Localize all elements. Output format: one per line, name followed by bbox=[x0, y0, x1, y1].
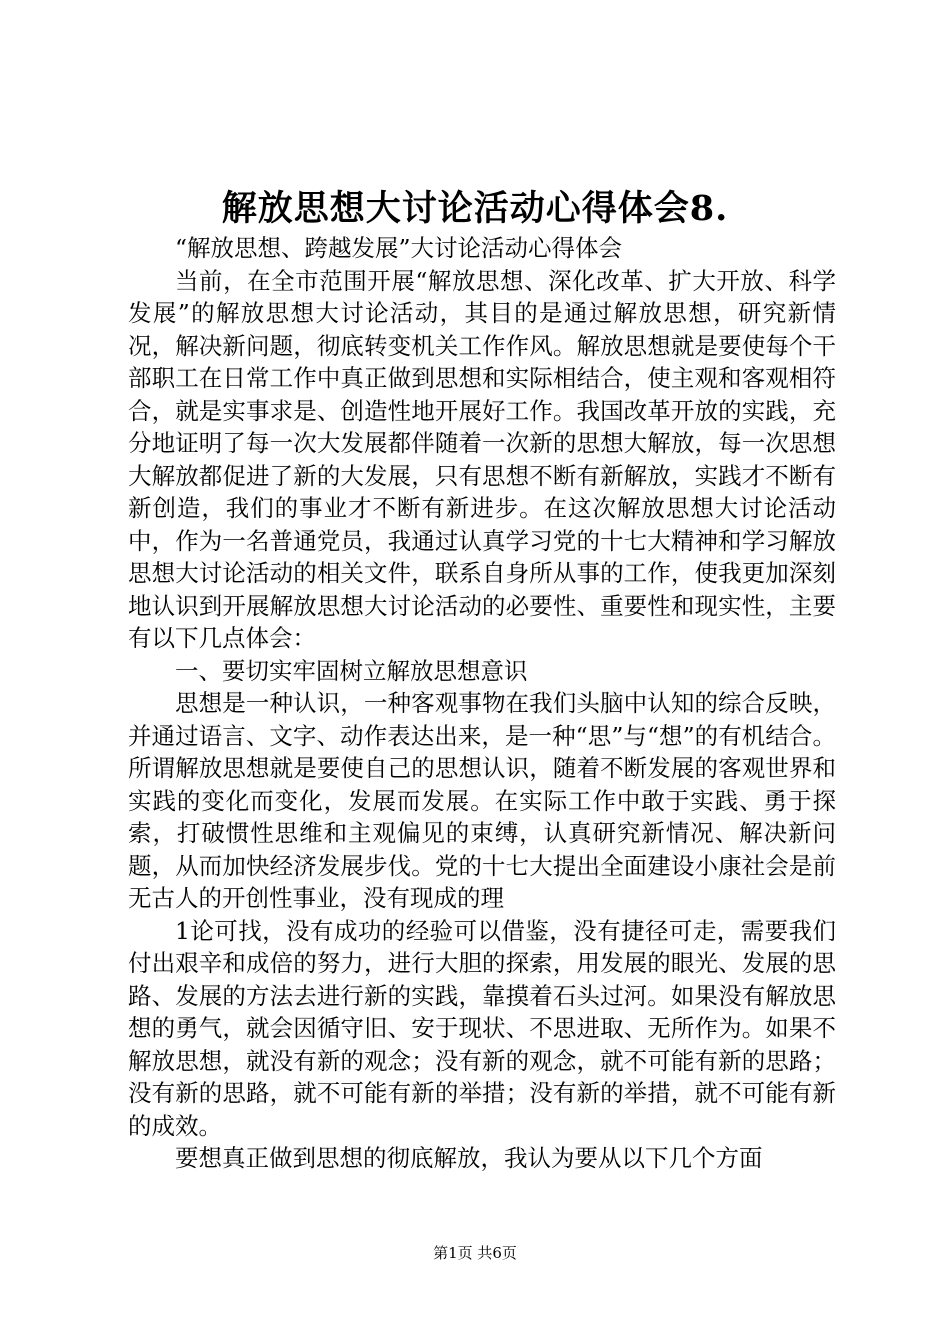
paragraph-thought-definition: 思想是一种认识，一种客观事物在我们头脑中认知的综合反映，并通过语言、文字、动作表达出来，是一种“思”与“想”的有机结合。所谓解放思想就是要使自己的思想认识，随着不断发展的客观世界和实践的变化而变化，发展而发展。在实际工作中敢于实践、勇于探索，打破惯性思维和主观偏见的束缚，认真研究新情况、解决新问题，从而加快经济发展步伐。党的十七大提出全面建设小康社会是前无古人的开创性事业，没有现成的理 bbox=[128, 689, 836, 912]
section-heading-1: 一、要切实牢固树立解放思想意识 bbox=[175, 656, 528, 685]
paragraph-closing-fragment: 要想真正做到思想的彻底解放，我认为要从以下几个方面 bbox=[175, 1144, 763, 1172]
document-body bbox=[128, 232, 836, 1175]
paragraph-no-ready-theory: 1论可找，没有成功的经验可以借鉴，没有捷径可走，需要我们付出艰辛和成倍的努力，进行大胆的探索，用发展的眼光、发展的思路、发展的方法去进行新的实践，靠摸着石头过河。如果没有解放思想的勇气，就会因循守旧、安于现状、不思进取、无所作为。如果不解放思想，就没有新的观念；没有新的观念，就不可能有新的思路；没有新的思路，就不可能有新的举措；没有新的举措，就不可能有新的成效。 bbox=[128, 916, 836, 1140]
paragraph-subtitle: “解放思想、跨越发展”大讨论活动心得体会 bbox=[175, 234, 623, 262]
paragraph-intro: 当前，在全市范围开展“解放思想、深化改革、扩大开放、科学发展”的解放思想大讨论活动，其目的是通过解放思想，研究新情况，解决新问题，彻底转变机关工作作风。解放思想就是要使每个干部职工在日常工作中真正做到思想和实际相结合，使主观和客观相符合，就是实事求是、创造性地开展好工作。我国改革开放的实践，充分地证明了每一次大发展都伴随着一次新的思想大解放，每一次思想大解放都促进了新的大发展，只有思想不断有新解放，实践才不断有新创造，我们的事业才不断有新进步。在这次解放思想大讨论活动中，作为一名普通党员，我通过认真学习党的十七大精神和学习解放思想大讨论活动的相关文件，联系自身所从事的工作，使我更加深刻地认识到开展解放思想大讨论活动的必要性、重要性和现实性，主要有以下几点体会： bbox=[128, 266, 836, 652]
document-title: 解放思想大讨论活动心得体会8. bbox=[221, 188, 729, 229]
page-footer: 第1页 共6页 bbox=[433, 1244, 517, 1262]
